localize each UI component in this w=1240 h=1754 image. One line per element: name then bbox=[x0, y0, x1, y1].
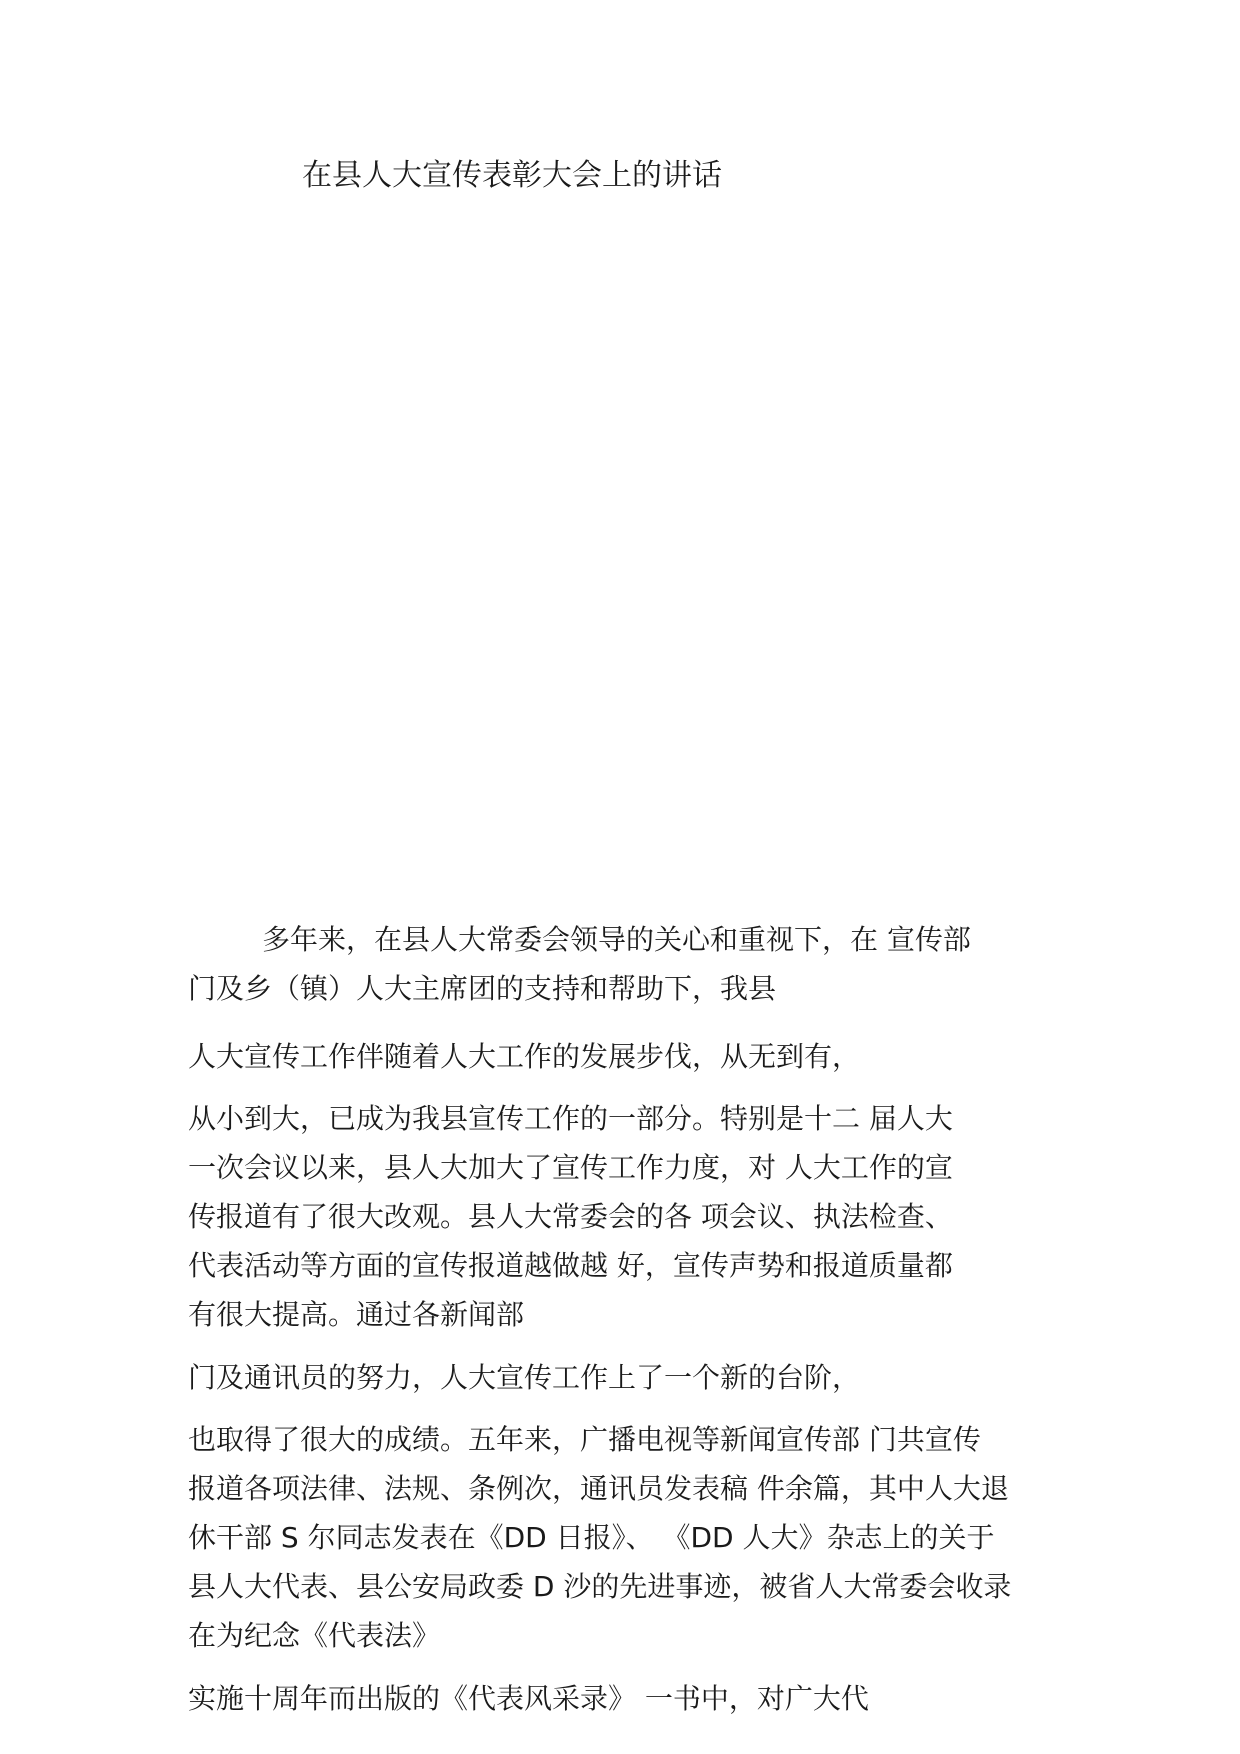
text-line: 多年来，在县人大常委会领导的关心和重视下，在 宣传部 bbox=[262, 923, 971, 956]
paragraph bbox=[188, 915, 1068, 1013]
text-line: 休干部 S 尔同志发表在《DD 日报》、 《DD 人大》杂志上的关于 bbox=[188, 1521, 995, 1554]
paragraph bbox=[188, 1094, 1068, 1339]
document-title: 在县人大宣传表彰大会上的讲话 bbox=[302, 158, 722, 193]
text-line: 县人大代表、县公安局政委 D 沙的先进事迹，被省人大常委会收录 bbox=[188, 1570, 1012, 1603]
paragraph bbox=[188, 1032, 1068, 1081]
text-line: 人大宣传工作伴随着人大工作的发展步伐，从无到有， bbox=[188, 1040, 861, 1073]
text-line: 一次会议以来，县人大加大了宣传工作力度，对 人大工作的宣 bbox=[188, 1151, 953, 1184]
text-line: 有很大提高。通过各新闻部 bbox=[188, 1298, 525, 1331]
text-line: 从小到大，已成为我县宣传工作的一部分。特别是十二 届人大 bbox=[188, 1102, 953, 1135]
text-line: 代表活动等方面的宣传报道越做越 好，宣传声势和报道质量都 bbox=[188, 1249, 953, 1282]
text-line: 门及通讯员的努力，人大宣传工作上了一个新的台阶， bbox=[188, 1361, 861, 1394]
text-line: 门及乡（镇）人大主席团的支持和帮助下，我县 bbox=[188, 972, 777, 1005]
text-line: 在为纪念《代表法》 bbox=[188, 1619, 441, 1652]
text-line: 传报道有了很大改观。县人大常委会的各 项会议、执法检查、 bbox=[188, 1200, 953, 1233]
text-line: 也取得了很大的成绩。五年来，广播电视等新闻宣传部 门共宣传 bbox=[188, 1423, 981, 1456]
paragraph bbox=[188, 1353, 1068, 1402]
text-line: 实施十周年而出版的《代表风采录》 一书中，对广大代 bbox=[188, 1682, 869, 1715]
text-line: 报道各项法律、法规、条例次，通讯员发表稿 件余篇，其中人大退 bbox=[188, 1472, 1009, 1505]
paragraph bbox=[188, 1415, 1068, 1660]
paragraph bbox=[188, 1674, 1068, 1723]
